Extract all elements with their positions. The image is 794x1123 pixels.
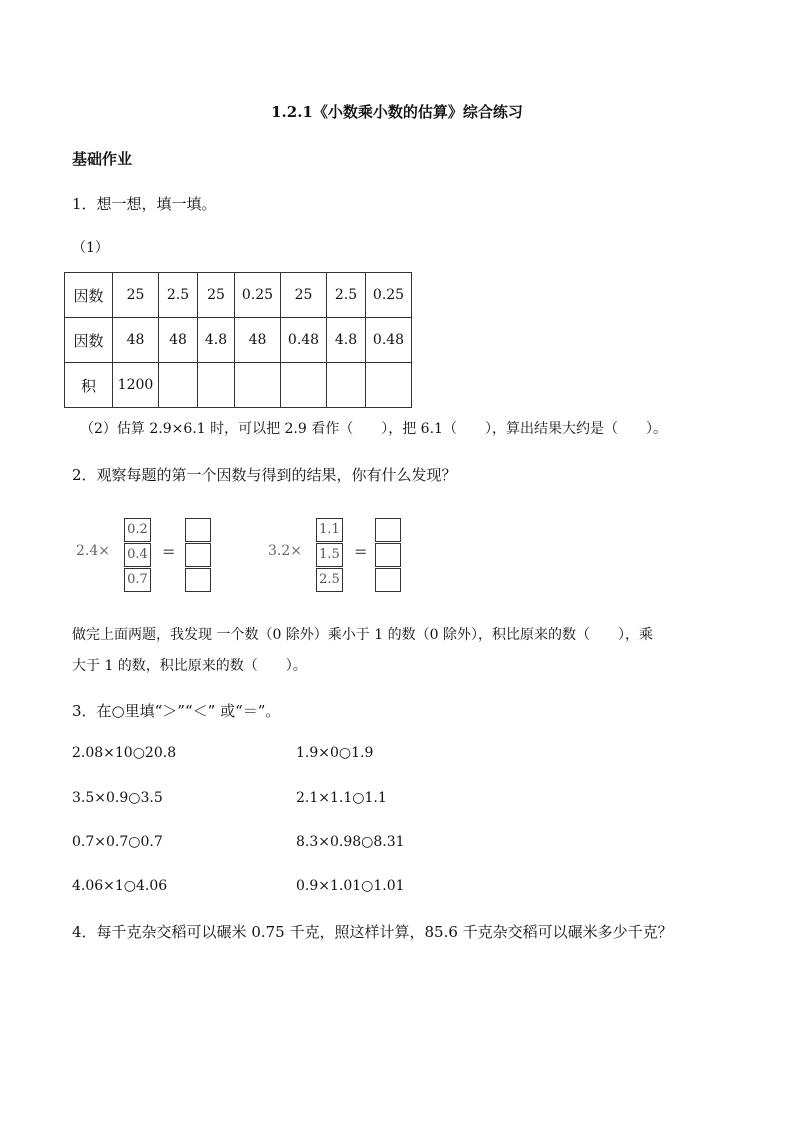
finding-line-2: 大于 1 的数，积比原来的数（ ）。 <box>72 658 307 674</box>
multiplier-label: 2.4× <box>76 543 110 559</box>
question-2-heading: 2．观察每题的第一个因数与得到的结果，你有什么发现？ <box>72 466 457 484</box>
question-1-heading: 1．想一想，填一填。 <box>72 195 217 213</box>
comparison-item: 4.06×1○4.06 <box>72 878 168 894</box>
factor-cell: 0.7 <box>124 568 151 592</box>
answer-stack <box>185 518 211 593</box>
finding-line-1: 做完上面两题，我发现 一个数（0 除外）乘小于 1 的数（0 除外），积比原来的数（ ），乘 <box>72 627 653 643</box>
factor-cell: 2.5 <box>316 568 343 592</box>
question-1-part-1-label: （1） <box>72 240 109 256</box>
answer-box[interactable] <box>375 543 401 567</box>
answer-box[interactable] <box>185 518 211 542</box>
answer-cell[interactable] <box>198 363 235 408</box>
exercise-group <box>268 518 418 590</box>
table-cell: 48 <box>159 318 198 363</box>
table-row <box>65 318 412 363</box>
answer-stack <box>375 518 401 593</box>
factor-cell: 0.4 <box>124 543 151 567</box>
table-cell: 0.25 <box>235 273 281 318</box>
factor-cell: 1.1 <box>316 518 343 542</box>
table-cell: 4.8 <box>198 318 235 363</box>
page-title: 1.2.1《小数乘小数的估算》综合练习 <box>271 103 523 121</box>
row-label: 因数 <box>65 318 113 363</box>
answer-box[interactable] <box>375 568 401 592</box>
table-cell: 48 <box>235 318 281 363</box>
question-1-part-2: （2）估算 2.9×6.1 时，可以把 2.9 看作（ ），把 6.1（ ），算出结果大约是（ ）。 <box>80 421 667 437</box>
row-label: 因数 <box>65 273 113 318</box>
equals-sign: = <box>354 542 368 561</box>
answer-cell[interactable] <box>159 363 198 408</box>
answer-box[interactable] <box>185 543 211 567</box>
answer-box[interactable] <box>185 568 211 592</box>
factor-cell: 0.2 <box>124 518 151 542</box>
section-heading: 基础作业 <box>72 150 133 168</box>
exercise-group <box>76 518 226 590</box>
question-4-heading: 4．每千克杂交稻可以碾米 0.75 千克，照这样计算，85.6 千克杂交稻可以碾米多少千克？ <box>72 923 673 941</box>
comparison-item: 3.5×0.9○3.5 <box>72 790 163 806</box>
answer-cell[interactable] <box>235 363 281 408</box>
table-cell: 25 <box>281 273 327 318</box>
answer-cell[interactable] <box>281 363 327 408</box>
table-cell: 0.48 <box>366 318 412 363</box>
multiplier-label: 3.2× <box>268 543 302 559</box>
comparison-item: 2.08×10○20.8 <box>72 745 177 761</box>
table-cell: 48 <box>113 318 159 363</box>
comparison-item: 1.9×0○1.9 <box>296 745 374 761</box>
factor-stack <box>316 518 343 593</box>
factor-stack <box>124 518 151 593</box>
row-label: 积 <box>65 363 113 408</box>
table-row <box>65 363 412 408</box>
table-cell: 25 <box>198 273 235 318</box>
comparison-item: 8.3×0.98○8.31 <box>296 834 405 850</box>
table-cell: 2.5 <box>327 273 366 318</box>
table-cell: 2.5 <box>159 273 198 318</box>
comparison-item: 0.9×1.01○1.01 <box>296 878 405 894</box>
comparison-item: 2.1×1.1○1.1 <box>296 790 387 806</box>
answer-box[interactable] <box>375 518 401 542</box>
table-cell: 1200 <box>113 363 159 408</box>
table-cell: 0.25 <box>366 273 412 318</box>
question-3-heading: 3．在○里填“＞”“＜” 或“＝”。 <box>72 702 281 720</box>
comparison-item: 0.7×0.7○0.7 <box>72 834 163 850</box>
table-cell: 4.8 <box>327 318 366 363</box>
answer-cell[interactable] <box>366 363 412 408</box>
equals-sign: = <box>162 542 176 561</box>
table-cell: 25 <box>113 273 159 318</box>
factor-cell: 1.5 <box>316 543 343 567</box>
factor-product-table <box>64 272 412 408</box>
answer-cell[interactable] <box>327 363 366 408</box>
table-row <box>65 273 412 318</box>
table-cell: 0.48 <box>281 318 327 363</box>
